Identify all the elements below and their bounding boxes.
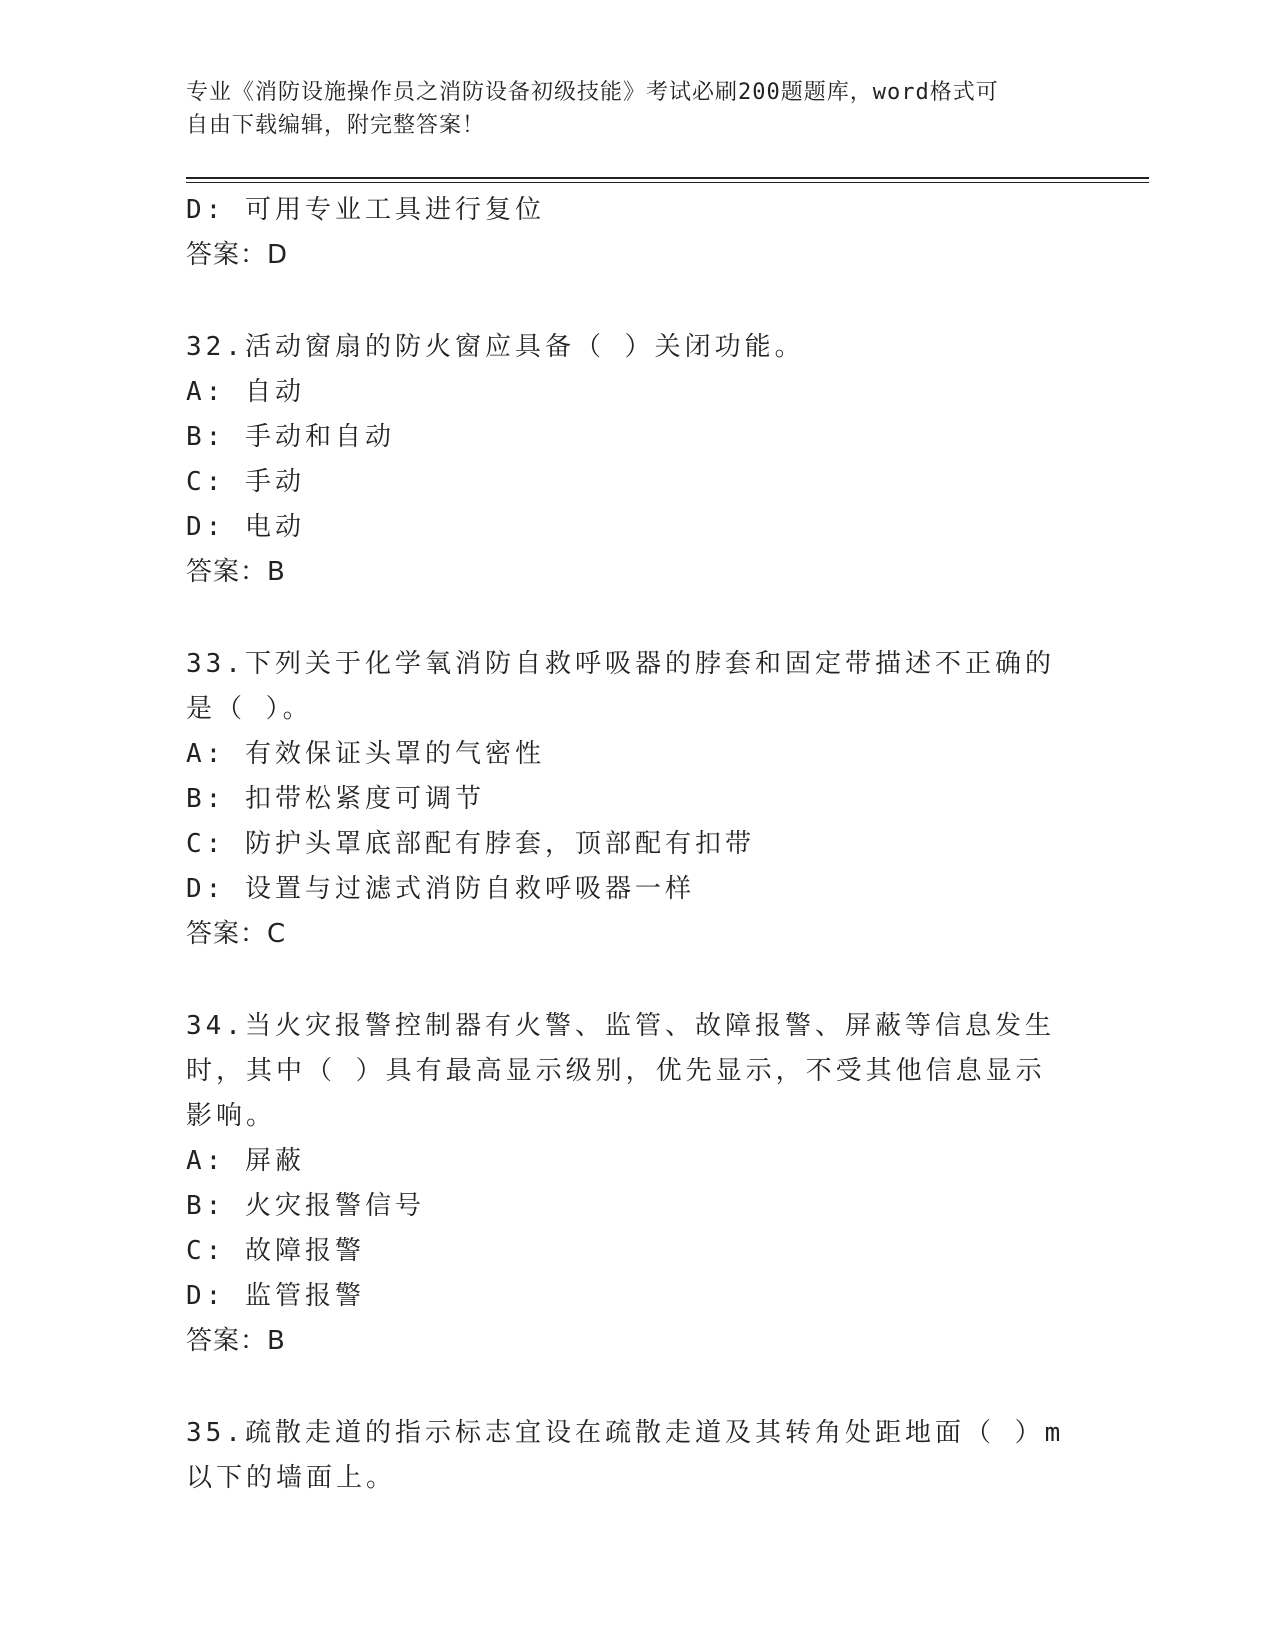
spacer xyxy=(186,595,1066,642)
question-34-option-b: B: 火灾报警信号 xyxy=(186,1191,425,1221)
spacer xyxy=(186,957,1066,1004)
question-32-option-a: A: 自动 xyxy=(186,377,305,407)
header-line-2: 自由下载编辑，附完整答案！ xyxy=(186,113,486,138)
question-34-answer: 答案：B xyxy=(186,1326,286,1356)
spacer xyxy=(186,278,1066,325)
prev-answer: 答案：D xyxy=(186,240,289,270)
question-33-option-a: A: 有效保证头罩的气密性 xyxy=(186,739,545,769)
question-33-option-c: C: 防护头罩底部配有脖套，顶部配有扣带 xyxy=(186,829,755,859)
question-34-text: 34.当火灾报警控制器有火警、监管、故障报警、屏蔽等信息发生时，其中（ ）具有最高显示级别，优先显示，不受其他信息显示影响。 xyxy=(186,1011,1055,1131)
question-32-option-d: D: 电动 xyxy=(186,512,305,542)
question-33-option-d: D: 设置与过滤式消防自救呼吸器一样 xyxy=(186,874,695,904)
question-34-option-a: A: 屏蔽 xyxy=(186,1146,305,1176)
document-header xyxy=(186,76,1066,142)
question-34-option-c: C: 故障报警 xyxy=(186,1236,365,1266)
spacer xyxy=(186,1364,1066,1411)
question-35-text: 35.疏散走道的指示标志宜设在疏散走道及其转角处距地面（ ）m以下的墙面上。 xyxy=(186,1418,1065,1493)
question-33-option-b: B: 扣带松紧度可调节 xyxy=(186,784,485,814)
header-line-1: 专业《消防设施操作员之消防设备初级技能》考试必刷200题题库，word格式可 xyxy=(186,80,999,105)
question-33-text: 33.下列关于化学氧消防自救呼吸器的脖套和固定带描述不正确的是（ ）。 xyxy=(186,649,1055,724)
question-32-option-c: C: 手动 xyxy=(186,467,305,497)
question-32-answer: 答案：B xyxy=(186,557,286,587)
question-32-text: 32.活动窗扇的防火窗应具备（ ）关闭功能。 xyxy=(186,332,805,362)
prev-option-d: D: 可用专业工具进行复位 xyxy=(186,195,545,225)
question-content xyxy=(186,188,1066,1501)
question-34-option-d: D: 监管报警 xyxy=(186,1281,365,1311)
question-32-option-b: B: 手动和自动 xyxy=(186,422,395,452)
header-divider-thick xyxy=(186,177,1149,179)
header-divider-thin xyxy=(186,182,1149,183)
question-33-answer: 答案：C xyxy=(186,919,287,949)
